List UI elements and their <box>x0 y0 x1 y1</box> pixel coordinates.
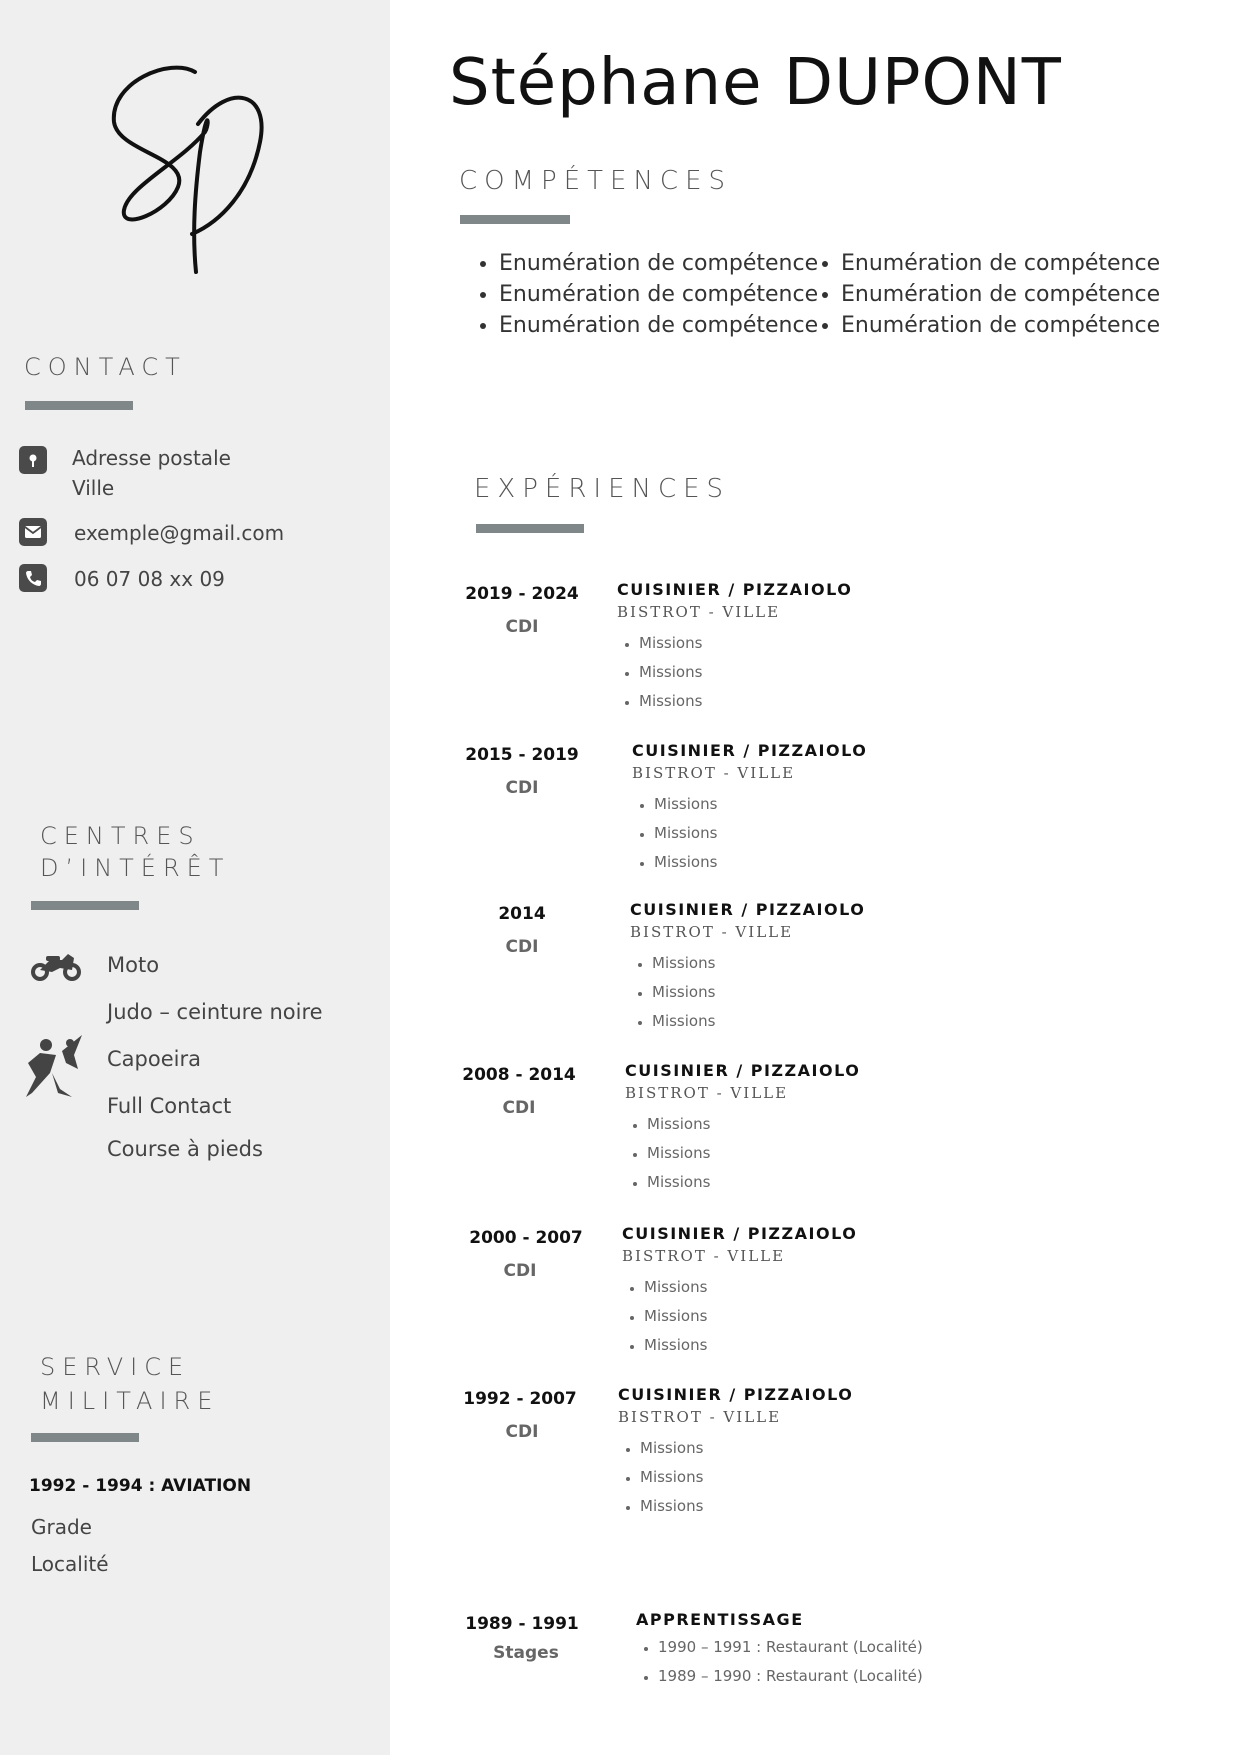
experience-contract: CDI <box>505 617 539 637</box>
interest-item: Capoeira <box>107 1047 201 1071</box>
mission-item: • Missions <box>640 1463 703 1492</box>
apprenticeship-list <box>636 1633 923 1691</box>
address-line1: Adresse postale <box>72 446 231 470</box>
mission-item: • Missions <box>652 1007 715 1036</box>
experience-title: CUISINIER / PIZZAIOLO <box>617 580 853 599</box>
experience-dates: 2019 - 2024 <box>465 584 579 604</box>
military-heading-line2: MILITAIRE <box>40 1387 220 1415</box>
experiences-heading-bar <box>476 524 584 533</box>
military-heading-bar <box>31 1433 139 1442</box>
mission-list <box>618 1434 703 1521</box>
interests-heading-bar <box>31 901 139 910</box>
experience-contract: CDI <box>505 1422 539 1442</box>
apprenticeship-item: • 1990 – 1991 : Restaurant (Localité) <box>658 1633 923 1662</box>
skills-heading-bar <box>460 215 570 224</box>
mission-item: • Missions <box>639 658 702 687</box>
experience-entry <box>461 1224 1181 1377</box>
experience-title: CUISINIER / PIZZAIOLO <box>625 1061 861 1080</box>
skill-item: • Enumération de compétence <box>841 310 1160 341</box>
martial-arts-icon <box>22 1033 88 1103</box>
experience-title: CUISINIER / PIZZAIOLO <box>632 741 868 760</box>
experience-title: CUISINIER / PIZZAIOLO <box>622 1224 858 1243</box>
mission-item: • Missions <box>654 819 717 848</box>
phone-number: 06 07 08 xx 09 <box>74 567 225 591</box>
apprenticeship-dates: 1989 - 1991 <box>465 1614 579 1634</box>
experience-place: BISTROT - VILLE <box>617 603 781 621</box>
experience-place: BISTROT - VILLE <box>625 1084 789 1102</box>
mission-item: • Missions <box>644 1273 707 1302</box>
interest-item: Full Contact <box>107 1094 232 1118</box>
experience-entry <box>455 1385 1175 1538</box>
mission-item: • Missions <box>654 848 717 877</box>
skills-heading: COMPÉTENCES <box>459 166 733 196</box>
military-grade: Grade <box>31 1515 92 1539</box>
experience-place: BISTROT - VILLE <box>618 1408 782 1426</box>
contact-heading-bar <box>25 401 133 410</box>
interest-item: Course à pieds <box>107 1137 263 1161</box>
skill-item: • Enumération de compétence <box>499 248 818 279</box>
mission-item: • Missions <box>647 1139 710 1168</box>
mission-list <box>630 949 715 1036</box>
experience-dates: 2014 <box>498 904 546 924</box>
mission-item: • Missions <box>644 1331 707 1360</box>
skill-item: • Enumération de compétence <box>499 279 818 310</box>
mission-list <box>625 1110 710 1197</box>
experience-title: CUISINIER / PIZZAIOLO <box>618 1385 854 1404</box>
apprenticeship-item: • 1989 – 1990 : Restaurant (Localité) <box>658 1662 923 1691</box>
apprenticeship-contract: Stages <box>493 1643 559 1663</box>
experience-dates: 2000 - 2007 <box>469 1228 583 1248</box>
map-pin-icon <box>19 446 47 474</box>
experience-contract: CDI <box>502 1098 536 1118</box>
experience-place: BISTROT - VILLE <box>632 764 796 782</box>
experiences-heading: EXPÉRIENCES <box>474 474 731 504</box>
signature-monogram-icon <box>100 62 275 277</box>
apprenticeship-title: APPRENTISSAGE <box>636 1610 804 1629</box>
interest-item: Judo – ceinture noire <box>107 1000 323 1024</box>
mission-list <box>622 1273 707 1360</box>
contact-heading: CONTACT <box>24 353 187 381</box>
skills-list-col2 <box>807 248 1160 341</box>
skill-item: • Enumération de compétence <box>499 310 818 341</box>
military-location: Localité <box>31 1552 109 1576</box>
mission-item: • Missions <box>654 790 717 819</box>
interests-heading-line2: D’INTÉRÊT <box>40 854 231 882</box>
mission-item: • Missions <box>647 1110 710 1139</box>
phone-icon <box>19 564 47 592</box>
skills-list-col1 <box>465 248 818 341</box>
military-heading-line1: SERVICE <box>40 1353 191 1381</box>
military-entry: 1992 - 1994 : AVIATION <box>29 1476 252 1496</box>
skill-item: • Enumération de compétence <box>841 248 1160 279</box>
experience-entry <box>454 1061 1174 1214</box>
motorcycle-icon <box>30 948 82 982</box>
experience-dates: 2015 - 2019 <box>465 745 579 765</box>
interest-item: Moto <box>107 953 160 977</box>
experience-place: BISTROT - VILLE <box>630 923 794 941</box>
experience-entry <box>457 580 1177 733</box>
experience-entry <box>457 900 1177 1053</box>
experience-contract: CDI <box>505 778 539 798</box>
address-line2: Ville <box>72 476 115 500</box>
mission-item: • Missions <box>640 1434 703 1463</box>
mission-item: • Missions <box>644 1302 707 1331</box>
apprenticeship-entry <box>455 1610 1175 1723</box>
page-title: Stéphane DUPONT <box>449 46 1062 120</box>
experience-dates: 2008 - 2014 <box>462 1065 576 1085</box>
mission-item: • Missions <box>652 978 715 1007</box>
experience-contract: CDI <box>503 1261 537 1281</box>
experience-place: BISTROT - VILLE <box>622 1247 786 1265</box>
experience-title: CUISINIER / PIZZAIOLO <box>630 900 866 919</box>
mission-item: • Missions <box>640 1492 703 1521</box>
experience-entry <box>457 741 1177 894</box>
experience-dates: 1992 - 2007 <box>463 1389 577 1409</box>
skill-item: • Enumération de compétence <box>841 279 1160 310</box>
mission-item: • Missions <box>639 687 702 716</box>
envelope-icon <box>19 518 47 546</box>
mission-list <box>632 790 717 877</box>
mission-item: • Missions <box>647 1168 710 1197</box>
email-link[interactable]: exemple@gmail.com <box>74 521 285 545</box>
mission-list <box>617 629 702 716</box>
interests-heading-line1: CENTRES <box>40 822 201 850</box>
mission-item: • Missions <box>652 949 715 978</box>
experience-contract: CDI <box>505 937 539 957</box>
mission-item: • Missions <box>639 629 702 658</box>
